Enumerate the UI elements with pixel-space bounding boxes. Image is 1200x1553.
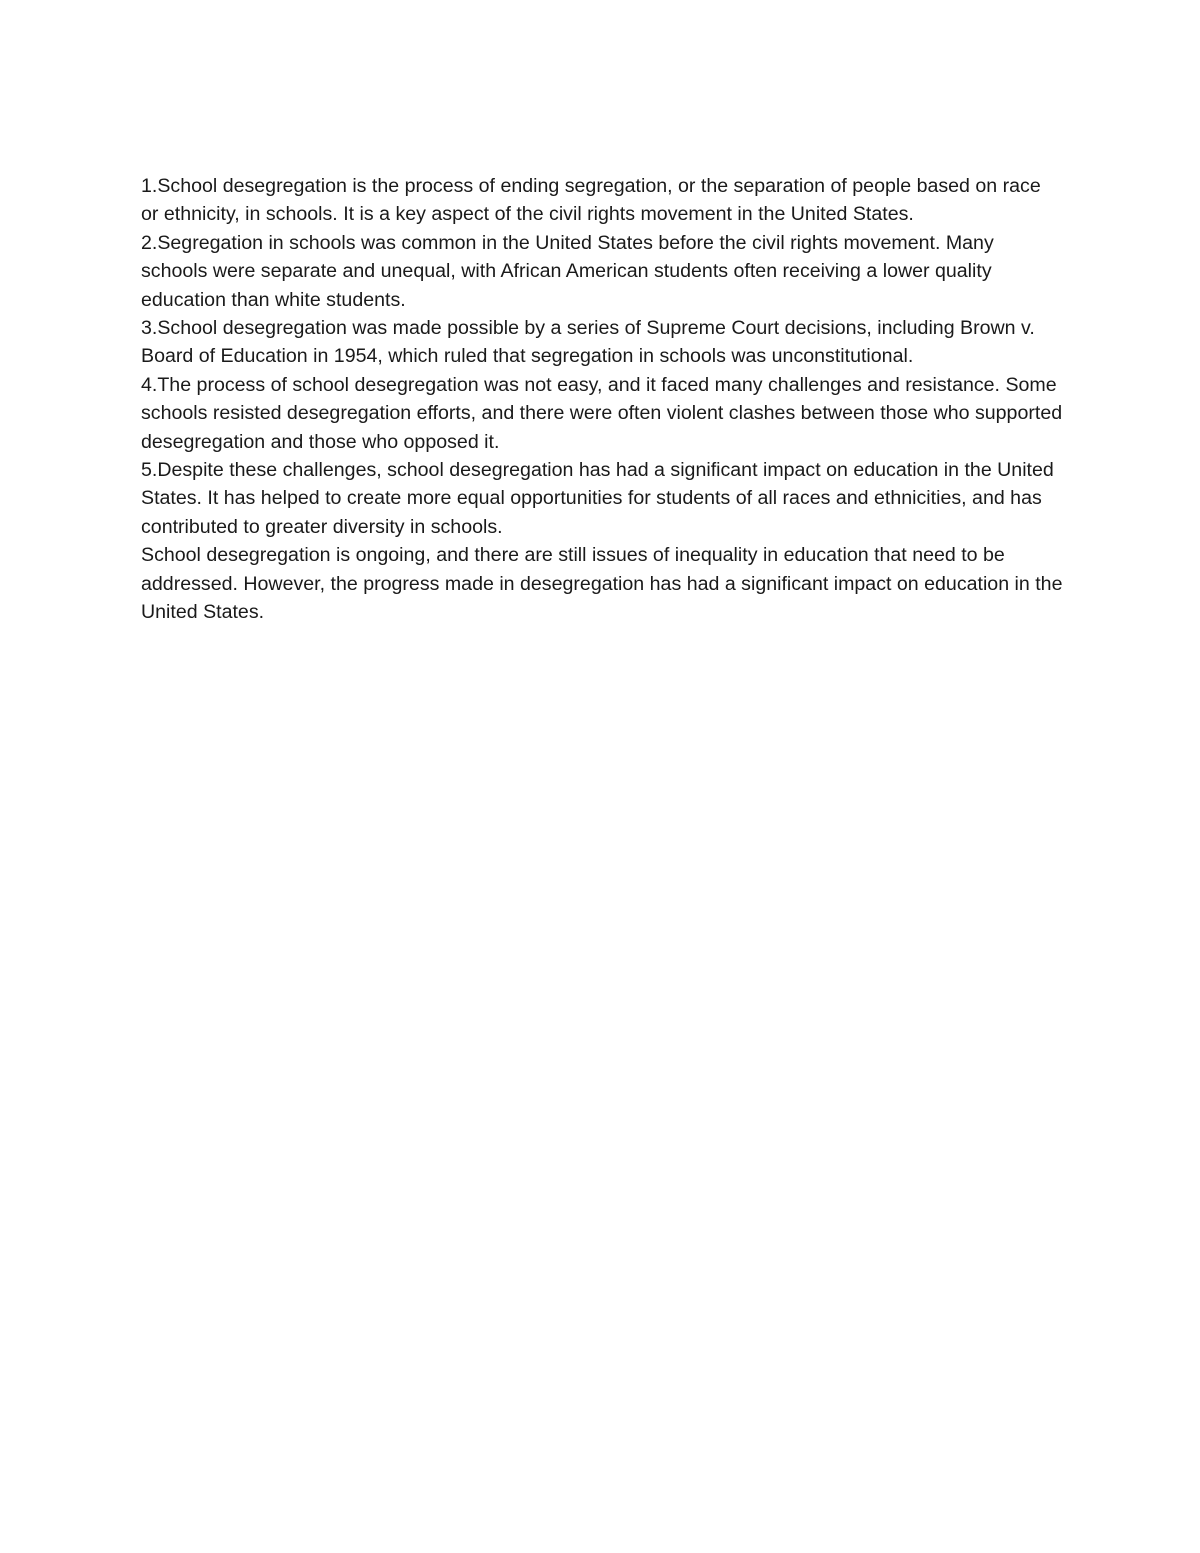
paragraph-4: 4.The process of school desegregation was not easy, and it faced many challenges and resistance. Some schools resisted desegregation efforts, and there were often violent clashes between those who supported desegregation and those who opposed it. bbox=[141, 373, 1063, 453]
paragraph-2: 2.Segregation in schools was common in the United States before the civil rights movement. Many schools were separate and unequal, with African American students often receiving a lower quality education than white students. bbox=[141, 231, 994, 311]
paragraph-6: School desegregation is ongoing, and there are still issues of inequality in education that need to be addressed. However, the progress made in desegregation has had a significant impact on education in the United States. bbox=[141, 544, 1063, 624]
document-body bbox=[141, 172, 1063, 627]
paragraph-5: 5.Despite these challenges, school desegregation has had a significant impact on education in the United States. It has helped to create more equal opportunities for students of all races and ethnicities, and has contributed to greater diversity in schools. bbox=[141, 459, 1054, 538]
paragraph-3: 3.School desegregation was made possible by a series of Supreme Court decisions, including Brown v. Board of Education in 1954, which ruled that segregation in schools was unconstitutional. bbox=[141, 317, 1035, 368]
paragraph-1: 1.School desegregation is the process of ending segregation, or the separation of people based on race or ethnicity, in schools. It is a key aspect of the civil rights movement in the United States. bbox=[141, 175, 1041, 226]
